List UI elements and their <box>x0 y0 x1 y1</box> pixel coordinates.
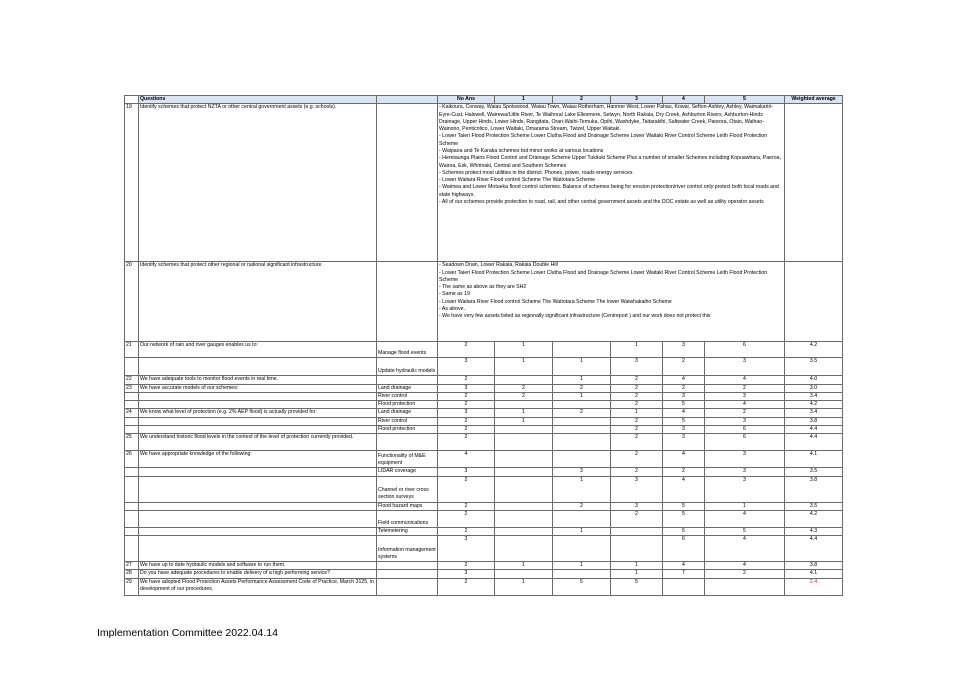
rating-count <box>553 451 611 468</box>
rating-count <box>553 342 611 358</box>
response-text: - All of our schemes provide protection to road, rail, and other central government assets and the DOC estate as well as utility operator assets <box>439 198 764 205</box>
rating-count <box>495 434 553 451</box>
rating-count: 1 <box>495 342 553 358</box>
rating-count: 4 <box>663 476 705 502</box>
rating-count <box>495 425 553 433</box>
rating-count: 1 <box>495 562 553 570</box>
rating-count: 1 <box>553 527 611 535</box>
rating-count <box>495 570 553 578</box>
rating-count: 5 <box>553 578 611 595</box>
rating-count: 1 <box>553 562 611 570</box>
rating-count: 2 <box>438 376 495 384</box>
rating-count: 5 <box>705 527 785 535</box>
rating-count: 3 <box>611 358 663 376</box>
rating-count: 3 <box>611 476 663 502</box>
rating-count: 1 <box>553 392 611 400</box>
footer-text: Implementation Committee 2022.04.14 <box>97 627 278 639</box>
response-text: - Kaikoura, Conway, Waiau Spotswood, Waiau Town, Waiau Rotherham, Hanmer West, Lower Pahau, Kowai, Sefton-Ashley, Ashley, Waimakariri-Eyre-Cust, Halswell, Wairewa/Little River, Te Waihora/ Lake Ellesmere, Selwyn, North Rakaia, Dry Creek, Ashburton Rivers, Ashburton-Hinds Drainage, Upper Hinds, Lower Hinds, Rangitata, Orari-Waihi-Temuka, Opihi, Washdyke, Taitarakihi, Saltwater Creek, Pareora, Otaio, Waihao-Wainono, Penticotico, Lower Waitaki, Omarama Stream, Twizel, Upper Waitaki. <box>439 104 774 133</box>
question-number: 19 <box>125 104 139 262</box>
rating-count: 1 <box>705 502 785 510</box>
rating-count: 1 <box>611 342 663 358</box>
question-number <box>125 401 139 409</box>
rating-count <box>705 578 785 595</box>
question-text <box>139 401 377 409</box>
question-text: Identify schemes that protect other regional or national significant infrastructure. <box>139 262 377 342</box>
question-number: 20 <box>125 262 139 342</box>
question-number <box>125 468 139 476</box>
rating-count: 2 <box>553 409 611 417</box>
question-number: 26 <box>125 451 139 468</box>
rating-count <box>495 502 553 510</box>
weighted-average: 3.8 <box>785 562 843 570</box>
rating-count <box>611 536 663 562</box>
rating-count: 1 <box>553 358 611 376</box>
sub-item <box>377 376 438 384</box>
sub-item: Land drainage <box>377 409 438 417</box>
sub-item: River control <box>377 392 438 400</box>
response-text: - We have very few assets listed as regionally significant infrastructure (Centreport ) and our work does not protect this <box>439 313 711 320</box>
rating-count: 4 <box>705 401 785 409</box>
weighted-average: 3.8 <box>785 476 843 502</box>
table-row <box>125 425 843 433</box>
rating-count: 1 <box>553 376 611 384</box>
sub-item: Update hydraulic models <box>377 358 438 376</box>
rating-count: 3 <box>663 425 705 433</box>
table-row-q19 <box>125 104 843 262</box>
header-1: 1 <box>495 96 553 104</box>
rating-count: 2 <box>438 417 495 425</box>
question-text <box>139 527 377 535</box>
rating-count: 2 <box>611 468 663 476</box>
rating-count: 3 <box>663 392 705 400</box>
question-number <box>125 527 139 535</box>
rating-count: 4 <box>705 510 785 527</box>
question-number <box>125 417 139 425</box>
rating-count: 6 <box>705 434 785 451</box>
rating-count: 5 <box>663 510 705 527</box>
question-number <box>125 476 139 502</box>
sub-item: Flood protection <box>377 401 438 409</box>
rating-count: 3 <box>438 358 495 376</box>
question-number: 29 <box>125 578 139 595</box>
response-text: - Heretaunga Plains Flood Control and Drainage Scheme Upper Tukituki Scheme Plus a number of smaller Schemes including Kopuawhara, Paeroa, Wairoa, Esk, Whirinaki, Central and Southern Schemes <box>439 155 781 169</box>
rating-count: 2 <box>611 376 663 384</box>
rating-count <box>663 578 705 595</box>
question-number: 22 <box>125 376 139 384</box>
response-text: - Waipaoa and Te Karaka schemes but minor works at various locations <box>439 147 604 154</box>
rating-count: 6 <box>705 425 785 433</box>
rating-count: 1 <box>611 409 663 417</box>
rating-count: 2 <box>438 342 495 358</box>
question-text: We have appropriate knowledge of the following: <box>139 451 377 468</box>
rating-count: 2 <box>663 358 705 376</box>
rating-count: 2 <box>438 401 495 409</box>
response-text: - As above. <box>439 305 465 312</box>
question-text: We understand historic flood levels in the context of the level of protection currently provided. <box>139 434 377 451</box>
rating-count <box>553 536 611 562</box>
rating-count: 5 <box>663 417 705 425</box>
question-text <box>139 425 377 433</box>
rating-count: 4 <box>663 451 705 468</box>
rating-count <box>495 510 553 527</box>
question-text: We have adequate tools to monitor flood events in real time. <box>139 376 377 384</box>
rating-count: 2 <box>438 434 495 451</box>
rating-count: 3 <box>438 468 495 476</box>
sub-item: Flood protection <box>377 425 438 433</box>
weighted-average: 2.4 <box>785 578 843 595</box>
rating-count: 2 <box>438 476 495 502</box>
table-row <box>125 409 843 417</box>
rating-count: 1 <box>553 476 611 502</box>
question-text: Identify schemes that protect NZTA or other central government assets (e.g. schools). <box>139 104 377 262</box>
header-row <box>125 96 843 104</box>
rating-count: 2 <box>553 502 611 510</box>
sub-item <box>377 562 438 570</box>
rating-count: 1 <box>495 417 553 425</box>
rating-count <box>495 476 553 502</box>
question-text <box>139 417 377 425</box>
rating-count: 3 <box>611 502 663 510</box>
weighted-average: 4.3 <box>785 527 843 535</box>
rating-count: 3 <box>705 392 785 400</box>
weighted-average: 3.5 <box>785 502 843 510</box>
question-number <box>125 536 139 562</box>
question-number <box>125 358 139 376</box>
rating-count <box>495 527 553 535</box>
weighted-average: 4.1 <box>785 451 843 468</box>
responses-q19 <box>438 104 785 262</box>
rating-count <box>495 468 553 476</box>
rating-count: 5 <box>611 578 663 595</box>
question-text: We have up to date hydraulic models and software to run them. <box>139 562 377 570</box>
sub-item: Telemetering <box>377 527 438 535</box>
rating-count: 2 <box>438 578 495 595</box>
weighted-average: 3.5 <box>785 468 843 476</box>
rating-count <box>495 401 553 409</box>
rating-count: 4 <box>663 409 705 417</box>
header-2: 2 <box>553 96 611 104</box>
weighted-average: 4.2 <box>785 510 843 527</box>
table-row <box>125 417 843 425</box>
table-row <box>125 342 843 358</box>
table-row <box>125 476 843 502</box>
rating-count: 3 <box>663 434 705 451</box>
question-number <box>125 502 139 510</box>
rating-count: 2 <box>438 527 495 535</box>
sub-item: Manage flood events <box>377 342 438 358</box>
rating-count: 4 <box>663 376 705 384</box>
table-row <box>125 384 843 392</box>
rating-count: 4 <box>705 376 785 384</box>
header-no-ans: No Ans <box>438 96 495 104</box>
table-row <box>125 434 843 451</box>
question-number: 27 <box>125 562 139 570</box>
sub-item <box>377 578 438 595</box>
header-weighted-average: Weighted average <box>785 96 843 104</box>
sub-item <box>377 434 438 451</box>
response-text: - The same as above as they are SH2 <box>439 284 527 291</box>
header-cell <box>377 96 438 104</box>
weighted-average <box>785 104 843 262</box>
rating-count <box>553 401 611 409</box>
rating-count: 2 <box>705 409 785 417</box>
rating-count: 5 <box>663 401 705 409</box>
rating-count: 3 <box>705 468 785 476</box>
question-number: 21 <box>125 342 139 358</box>
sub-item: Field communications <box>377 510 438 527</box>
response-text: - Lower Taieri Flood Protection Scheme Lower Clutha Flood and Drainage Scheme Lower Waitaki River Control Scheme Leith Flood Protection Scheme <box>439 269 768 283</box>
table-row <box>125 502 843 510</box>
rating-count: 7 <box>663 570 705 578</box>
weighted-average: 3.0 <box>785 384 843 392</box>
rating-count: 2 <box>663 384 705 392</box>
rating-count: 2 <box>495 392 553 400</box>
question-text: Our network of rain and river gauges enables us to: <box>139 342 377 358</box>
rating-count: 2 <box>611 434 663 451</box>
weighted-average: 4.0 <box>785 376 843 384</box>
rating-count: 2 <box>705 384 785 392</box>
question-text <box>139 510 377 527</box>
table-row <box>125 468 843 476</box>
rating-count: 3 <box>438 536 495 562</box>
survey-table <box>124 95 843 596</box>
weighted-average: 4.4 <box>785 434 843 451</box>
question-text: Do you have adequate procedures to enable delivery of a high performing service? <box>139 570 377 578</box>
sub-item: Information management systems <box>377 536 438 562</box>
rating-count: 3 <box>705 358 785 376</box>
header-questions: Questions <box>139 96 377 104</box>
weighted-average: 4.4 <box>785 425 843 433</box>
rating-count: 5 <box>663 527 705 535</box>
rating-count: 3 <box>438 384 495 392</box>
responses-q20 <box>438 262 785 342</box>
rating-count <box>553 425 611 433</box>
question-number: 24 <box>125 409 139 417</box>
response-text: - Seadown Drain, Lower Rakaia, Rakaia Double Hill <box>439 262 558 269</box>
table-row <box>125 562 843 570</box>
response-text: - Lower Taieri Flood Protection Scheme Lower Clutha Flood and Drainage Scheme Lower Waitaki River Control Scheme Leith Flood Protection Scheme <box>439 133 768 147</box>
question-text <box>139 468 377 476</box>
rating-count: 2 <box>438 425 495 433</box>
rating-count: 4 <box>438 451 495 468</box>
rating-count: 3 <box>438 570 495 578</box>
rating-count: 2 <box>438 510 495 527</box>
rating-count <box>553 417 611 425</box>
rating-count: 3 <box>705 451 785 468</box>
rating-count: 6 <box>705 342 785 358</box>
rating-count: 3 <box>553 468 611 476</box>
table-row <box>125 392 843 400</box>
rating-count: 2 <box>611 451 663 468</box>
rating-count: 4 <box>705 536 785 562</box>
rating-count: 3 <box>438 409 495 417</box>
rating-count <box>553 570 611 578</box>
question-text: We have accurate models of our schemes: <box>139 384 377 392</box>
question-number <box>125 510 139 527</box>
sub-item <box>377 570 438 578</box>
rating-count: 2 <box>553 384 611 392</box>
rating-count: 2 <box>438 502 495 510</box>
response-text: - Waimea and Lower Motueka flood control schemes. Balance of schemes being for erosion protection/river control only protect both local roads and state highways. <box>439 184 779 198</box>
question-number: 28 <box>125 570 139 578</box>
weighted-average: 4.1 <box>785 570 843 578</box>
rating-count <box>495 536 553 562</box>
response-text: - Lower Waitara River Flood control Scheme The Waitotara Scheme The lower Waiwhakaiho Scheme <box>439 298 672 305</box>
weighted-average: 3.4 <box>785 392 843 400</box>
sub-item: River control <box>377 417 438 425</box>
rating-count: 2 <box>663 468 705 476</box>
response-text: - Same as 19 <box>439 291 470 298</box>
header-cell <box>125 96 139 104</box>
rating-count: 2 <box>611 417 663 425</box>
rating-count <box>553 434 611 451</box>
table-row <box>125 578 843 595</box>
question-number <box>125 392 139 400</box>
sub-item <box>377 262 438 342</box>
rating-count: 1 <box>611 570 663 578</box>
rating-count <box>495 451 553 468</box>
sub-item: Functionality of M&E equipment <box>377 451 438 468</box>
rating-count: 2 <box>611 401 663 409</box>
table-row <box>125 358 843 376</box>
sub-item: Flood hazard maps <box>377 502 438 510</box>
rating-count: 2 <box>438 392 495 400</box>
rating-count: 5 <box>663 502 705 510</box>
sub-item: LIDAR coverage <box>377 468 438 476</box>
table-row <box>125 536 843 562</box>
rating-count: 2 <box>611 384 663 392</box>
question-text: We know what level of protection (e.g. 2% AEP flood) is actually provided for: <box>139 409 377 417</box>
table-row <box>125 376 843 384</box>
rating-count: 3 <box>663 342 705 358</box>
sub-item: Channel or river cross section surveys <box>377 476 438 502</box>
question-text <box>139 476 377 502</box>
question-text <box>139 502 377 510</box>
table-row <box>125 510 843 527</box>
weighted-average: 3.5 <box>785 358 843 376</box>
question-text <box>139 536 377 562</box>
question-text: We have adopted Flood Protection Assets Performance Assessment Code of Practice, March 3125, in development of our procedures. <box>139 578 377 595</box>
header-3: 3 <box>611 96 663 104</box>
rating-count: 2 <box>438 562 495 570</box>
table-row-q20 <box>125 262 843 342</box>
rating-count: 3 <box>705 417 785 425</box>
rating-count: 1 <box>495 358 553 376</box>
rating-count: 1 <box>495 578 553 595</box>
weighted-average: 4.2 <box>785 342 843 358</box>
rating-count: 3 <box>705 476 785 502</box>
sub-item: Land drainage <box>377 384 438 392</box>
table-row <box>125 451 843 468</box>
rating-count: 2 <box>611 392 663 400</box>
rating-count: 2 <box>495 384 553 392</box>
rating-count: 1 <box>611 562 663 570</box>
rating-count <box>553 510 611 527</box>
response-text: - Schemes protect most utilities in the district. Phones, power, roads energy services <box>439 169 633 176</box>
sub-item <box>377 104 438 262</box>
header-4: 4 <box>663 96 705 104</box>
rating-count <box>611 527 663 535</box>
question-text <box>139 358 377 376</box>
question-text <box>139 392 377 400</box>
question-number <box>125 425 139 433</box>
rating-count: 4 <box>663 562 705 570</box>
table-row <box>125 527 843 535</box>
rating-count: 4 <box>705 562 785 570</box>
rating-count: 1 <box>495 409 553 417</box>
rating-count: 2 <box>611 425 663 433</box>
weighted-average <box>785 262 843 342</box>
rating-count: 2 <box>705 570 785 578</box>
question-number: 25 <box>125 434 139 451</box>
weighted-average: 4.2 <box>785 401 843 409</box>
weighted-average: 4.4 <box>785 536 843 562</box>
weighted-average: 3.8 <box>785 417 843 425</box>
question-number: 23 <box>125 384 139 392</box>
table-row <box>125 570 843 578</box>
table-row <box>125 401 843 409</box>
response-text: - Lower Waitara River Flood control Scheme The Waitotara Scheme <box>439 177 596 184</box>
header-5: 5 <box>705 96 785 104</box>
weighted-average: 3.4 <box>785 409 843 417</box>
rating-count: 6 <box>663 536 705 562</box>
rating-count <box>495 376 553 384</box>
rating-count: 2 <box>611 510 663 527</box>
